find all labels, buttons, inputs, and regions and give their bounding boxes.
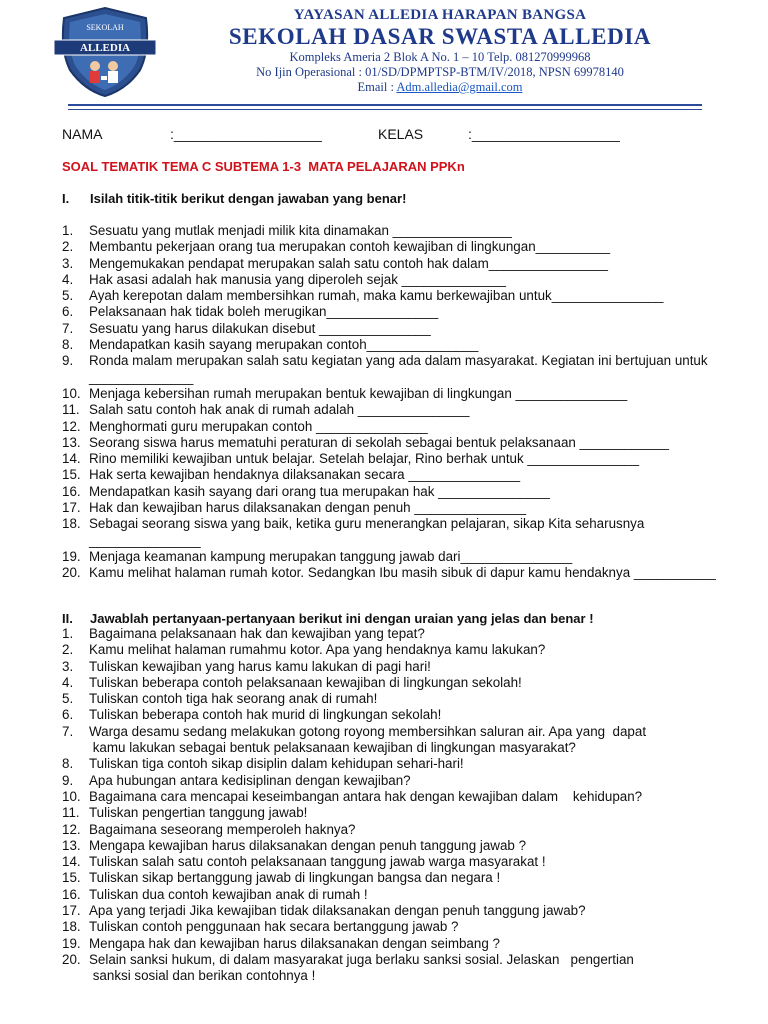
question-item — [62, 675, 752, 691]
question-text: Menghormati guru merupakan contoh _______________ — [89, 418, 428, 434]
question-item — [62, 304, 752, 320]
question-text: Menjaga keamanan kampung merupakan tanggung jawab dari_______________ — [89, 548, 573, 564]
question-item — [62, 642, 752, 658]
question-number: 14. — [62, 451, 81, 467]
question-number: 10. — [62, 385, 81, 401]
question-text: Rino memiliki kewajiban untuk belajar. Setelah belajar, Rino berhak untuk _______________ — [89, 451, 640, 467]
email-line — [160, 80, 720, 95]
question-item — [62, 467, 752, 483]
question-text: Ronda malam merupakan salah satu kegiatan yang ada dalam masyarakat. Kegiatan ini bertujuan untuk ______________ — [89, 353, 712, 385]
question-item — [62, 386, 752, 402]
school-address: Kompleks Ameria 2 Blok A No. 1 – 10 Telp. 081270999968 — [289, 50, 591, 64]
question-number: 7. — [62, 723, 74, 739]
question-text: Sebagai seorang siswa yang baik, ketika guru menerangkan pelajaran, sikap Kita seharusnya _______________ — [89, 516, 649, 548]
question-item — [62, 451, 752, 467]
question-number: 11. — [62, 402, 80, 418]
question-item — [62, 419, 752, 435]
question-number: 4. — [62, 271, 74, 287]
name-label: NAMA — [62, 126, 103, 142]
question-item — [62, 707, 752, 723]
question-number: 2. — [62, 642, 74, 658]
question-item — [62, 626, 752, 642]
question-number: 8. — [62, 756, 74, 772]
question-text: Salah satu contoh hak anak di rumah adalah _______________ — [89, 402, 470, 418]
question-number: 13. — [62, 837, 81, 853]
question-item — [62, 353, 752, 386]
question-number: 16. — [62, 483, 81, 499]
question-text: Tuliskan contoh penggunaan hak secara bertanggung jawab ? — [89, 919, 459, 935]
question-number: 12. — [62, 418, 81, 434]
letterhead — [0, 0, 768, 110]
question-text: Mendapatkan kasih sayang dari orang tua merupakan hak _______________ — [89, 483, 550, 499]
question-number: 15. — [62, 870, 81, 886]
question-item — [62, 952, 752, 985]
question-text: Sesuatu yang mutlak menjadi milik kita dinamakan ________________ — [89, 223, 512, 238]
question-text: Bagaimana pelaksanaan hak dan kewajiban yang tepat? — [89, 626, 425, 641]
question-text: Apa yang terjadi Jika kewajiban tidak dilaksanakan dengan penuh tanggung jawab? — [89, 903, 586, 919]
question-text: Bagaimana seseorang memperoleh haknya? — [89, 821, 356, 837]
question-number: 5. — [62, 288, 74, 304]
question-text: Warga desamu sedang melakukan gotong royong membersihkan saluran air. Apa yang dapat kamu lakukan sebagai bentuk pelaksanaan kewajiban di lingkungan masyarakat? — [89, 723, 647, 756]
section-2-number: II. — [62, 611, 73, 626]
question-number: 12. — [62, 821, 81, 837]
question-number: 16. — [62, 886, 81, 902]
question-text: Mengapa hak dan kewajiban harus dilaksanakan dengan seimbang ? — [89, 935, 500, 951]
section-1-questions — [62, 223, 752, 582]
question-number: 3. — [62, 255, 74, 271]
question-text: Tuliskan kewajiban yang harus kamu lakukan di pagi hari! — [89, 658, 431, 674]
header-rule-thin — [68, 109, 702, 110]
question-number: 9. — [62, 772, 74, 788]
question-number: 11. — [62, 805, 80, 821]
section-2-heading: Jawablah pertanyaan-pertanyaan berikut ini dengan uraian yang jelas dan benar ! — [90, 611, 594, 626]
logo-arc-text: SEKOLAH — [86, 23, 124, 32]
question-item — [62, 870, 752, 886]
question-text: Tuliskan beberapa contoh pelaksanaan kewajiban di lingkungan sekolah! — [89, 674, 522, 690]
question-text: Tuliskan tiga contoh sikap disiplin dalam kehidupan sehari-hari! — [89, 756, 464, 772]
question-number: 19. — [62, 548, 81, 564]
school-name: SEKOLAH DASAR SWASTA ALLEDIA — [228, 24, 652, 49]
question-item — [62, 919, 752, 935]
school-permit: No Ijin Operasional : 01/SD/DPMPTSP-BTM/IV/2018, NPSN 69978140 — [256, 65, 624, 79]
section-1-number: I. — [62, 191, 70, 206]
question-item — [62, 756, 752, 772]
question-number: 18. — [62, 516, 81, 532]
question-item — [62, 272, 752, 288]
question-text: Kamu melihat halaman rumahmu kotor. Apa yang hendaknya kamu lakukan? — [89, 642, 546, 658]
question-text: Tuliskan contoh tiga hak seorang anak di rumah! — [89, 691, 378, 707]
question-number: 18. — [62, 919, 81, 935]
question-number: 3. — [62, 658, 74, 674]
question-item — [62, 773, 752, 789]
question-item — [62, 321, 752, 337]
question-text: Menjaga kebersihan rumah merupakan bentuk kewajiban di lingkungan _______________ — [89, 385, 628, 401]
question-number: 19. — [62, 935, 81, 951]
question-item — [62, 239, 752, 255]
email-link[interactable]: Adm.alledia@gmail.com — [396, 80, 523, 94]
question-item — [62, 805, 752, 821]
question-item — [62, 822, 752, 838]
question-text: Hak asasi adalah hak manusia yang diperoleh sejak ______________ — [89, 271, 506, 287]
question-number: 1. — [62, 223, 74, 238]
question-text: Tuliskan salah satu contoh pelaksanaan tanggung jawab warga masyarakat ! — [89, 854, 546, 870]
question-text: Ayah kerepotan dalam membersihkan rumah, maka kamu berkewajiban untuk_______________ — [89, 288, 664, 304]
question-item — [62, 789, 752, 805]
question-number: 17. — [62, 500, 81, 516]
question-number: 9. — [62, 353, 74, 369]
question-item — [62, 724, 752, 757]
class-label: KELAS — [378, 126, 424, 142]
question-text: Selain sanksi hukum, di dalam masyarakat juga berlaku sanksi sosial. Jelaskan pengertian sanksi sosial dan berikan contohnya ! — [89, 951, 634, 984]
question-item — [62, 854, 752, 870]
question-item — [62, 691, 752, 707]
question-text: Mendapatkan kasih sayang merupakan contoh_______________ — [89, 337, 479, 353]
subject-title: SOAL TEMATIK TEMA C SUBTEMA 1-3 MATA PELAJARAN PPKn — [62, 159, 465, 174]
logo-banner-text: ALLEDIA — [79, 42, 131, 54]
section-1-title — [62, 191, 406, 206]
question-item — [62, 887, 752, 903]
school-logo — [52, 6, 158, 98]
question-item — [62, 256, 752, 272]
question-number: 1. — [62, 626, 74, 641]
question-text: Tuliskan sikap bertanggung jawab di lingkungan bangsa dan negara ! — [89, 870, 501, 886]
question-text: Mengapa kewajiban harus dilaksanakan dengan penuh tanggung jawab ? — [89, 837, 527, 853]
question-text: Mengemukakan pendapat merupakan salah satu contoh hak dalam________________ — [89, 255, 608, 271]
question-text: Apa hubungan antara kedisiplinan dengan kewajiban? — [89, 772, 411, 788]
question-item — [62, 500, 752, 516]
question-text: Seorang siswa harus mematuhi peraturan di sekolah sebagai bentuk pelaksanaan ____________ — [89, 434, 669, 450]
question-number: 10. — [62, 788, 81, 804]
class-blank: :___________________ — [468, 126, 620, 142]
question-item — [62, 903, 752, 919]
foundation-name: YAYASAN ALLEDIA HARAPAN BANGSA — [293, 7, 587, 23]
question-number: 14. — [62, 854, 81, 870]
question-number: 20. — [62, 951, 81, 967]
question-item — [62, 223, 752, 239]
question-item — [62, 484, 752, 500]
question-item — [62, 516, 752, 549]
question-number: 2. — [62, 239, 74, 255]
question-number: 6. — [62, 304, 74, 320]
question-item — [62, 435, 752, 451]
question-item — [62, 936, 752, 952]
question-text: Sesuatu yang harus dilakukan disebut _______________ — [89, 320, 431, 336]
name-blank: :___________________ — [170, 126, 322, 142]
section-2-title — [62, 611, 594, 626]
question-item — [62, 838, 752, 854]
question-number: 5. — [62, 691, 74, 707]
question-item — [62, 549, 752, 565]
header-rule-thick — [68, 104, 702, 106]
question-number: 6. — [62, 707, 74, 723]
question-number: 20. — [62, 565, 81, 581]
question-number: 13. — [62, 434, 81, 450]
question-item — [62, 565, 752, 581]
question-item — [62, 288, 752, 304]
question-number: 8. — [62, 337, 74, 353]
question-text: Kamu melihat halaman rumah kotor. Sedangkan Ibu masih sibuk di dapur kamu hendaknya ___________ — [89, 565, 716, 581]
question-text: Tuliskan pengertian tanggung jawab! — [89, 805, 308, 821]
question-number: 15. — [62, 467, 81, 483]
question-text: Pelaksanaan hak tidak boleh merugikan_______________ — [89, 304, 439, 320]
question-text: Hak serta kewajiban hendaknya dilaksanakan secara _______________ — [89, 467, 521, 483]
email-label: Email : — [357, 80, 397, 94]
question-text: Tuliskan beberapa contoh hak murid di lingkungan sekolah! — [89, 707, 442, 723]
question-item — [62, 337, 752, 353]
question-item — [62, 659, 752, 675]
question-text: Tuliskan dua contoh kewajiban anak di rumah ! — [89, 886, 368, 902]
question-number: 4. — [62, 674, 74, 690]
section-1-heading: Isilah titik-titik berikut dengan jawaban yang benar! — [90, 191, 407, 206]
student-id-row — [62, 126, 702, 144]
question-number: 7. — [62, 320, 74, 336]
question-text: Hak dan kewajiban harus dilaksanakan dengan penuh _______________ — [89, 500, 527, 516]
section-2-questions — [62, 626, 752, 985]
question-text: Membantu pekerjaan orang tua merupakan contoh kewajiban di lingkungan__________ — [89, 239, 611, 255]
question-item — [62, 402, 752, 418]
question-text: Bagaimana cara mencapai keseimbangan antara hak dengan kewajiban dalam kehidupan? — [89, 788, 643, 804]
question-number: 17. — [62, 903, 81, 919]
